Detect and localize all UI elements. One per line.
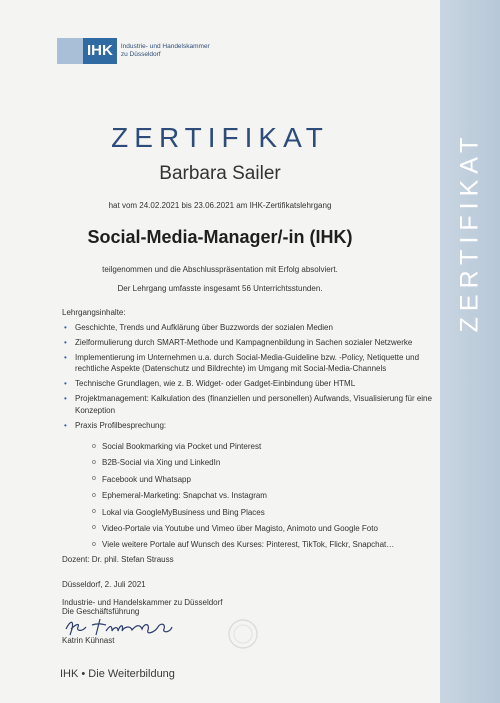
result-text-1: teilgenommen und die Abschlusspräsentation mit Erfolg absolviert.: [102, 265, 338, 274]
sublist-item: o Facebook und Whatsapp: [92, 474, 432, 486]
sublist-item: o Ephemeral-Marketing: Snapchat vs. Instagram: [92, 490, 432, 502]
profile-sublist: [92, 441, 432, 556]
contents-item: • Zielformulierung durch SMART-Methode und Kampagnenbildung in Sachen sozialer Netzwerke: [62, 337, 437, 349]
sublist-item: o Viele weitere Portale auf Wunsch des Kurses: Pinterest, TikTok, Flickr, Snapchat…: [92, 539, 432, 551]
sublist-item: o B2B-Social via Xing und LinkedIn: [92, 457, 432, 469]
contents-item: • Implementierung im Unternehmen u.a. durch Social-Media-Guideline bzw. -Policy, Netiquette und rechtliche Aspekte (Datenschutz und Bildrechte) im Umgang mit Social-Media-Channels: [62, 352, 437, 376]
decorative-sidebar: [440, 0, 500, 703]
contents-heading: Lehrgangsinhalte:: [62, 308, 126, 317]
place-date: Düsseldorf, 2. Juli 2021: [62, 580, 146, 589]
issuer-department: Die Geschäftsführung: [62, 607, 140, 616]
contents-item: • Technische Grundlagen, wie z. B. Widget- oder Gadget-Einbindung über HTML: [62, 378, 437, 390]
lecturer: Dozent: Dr. phil. Stefan Strauss: [62, 555, 174, 564]
footer-brand: IHK • Die Weiterbildung: [60, 668, 175, 680]
contents-list: [62, 322, 437, 434]
logo-caption-line2: zu Düsseldorf: [120, 51, 161, 58]
certificate-title: ZERTIFIKAT: [111, 122, 329, 153]
course-title: Social-Media-Manager/-in (IHK): [87, 227, 353, 247]
logo-mark: IHK: [83, 38, 117, 64]
signatory-name: Katrin Kühnast: [62, 636, 115, 645]
logo-caption-line1: Industrie- und Handelskammer: [120, 43, 210, 50]
logo-accent-bar: [57, 38, 83, 64]
embossed-seal: [226, 618, 260, 650]
sublist-item: o Social Bookmarking via Pocket und Pinterest: [92, 441, 432, 453]
sublist-item: o Video-Portale via Youtube und Vimeo über Magisto, Animoto und Google Foto: [92, 523, 432, 535]
sidebar-vertical-title: ZERTIFIKAT: [455, 131, 484, 333]
contents-item: • Praxis Profilbesprechung:: [62, 420, 437, 432]
issuer-name: Industrie- und Handelskammer zu Düsseldorf: [62, 598, 223, 607]
result-text-2: Der Lehrgang umfasste insgesamt 56 Unterrichtsstunden.: [117, 284, 323, 293]
intro-text: hat vom 24.02.2021 bis 23.06.2021 am IHK-Zertifikatslehrgang: [108, 201, 332, 210]
contents-item: • Projektmanagement: Kalkulation des (finanziellen und personellen) Aufwands, Visualisierung für eine Konzeption: [62, 393, 437, 417]
logo-caption: [121, 43, 210, 59]
ihk-logo: [57, 38, 210, 64]
recipient-name: Barbara Sailer: [159, 163, 281, 184]
contents-item: • Geschichte, Trends und Aufklärung über Buzzwords der sozialen Medien: [62, 322, 437, 334]
sublist-item: o Lokal via GoogleMyBusiness und Bing Places: [92, 507, 432, 519]
